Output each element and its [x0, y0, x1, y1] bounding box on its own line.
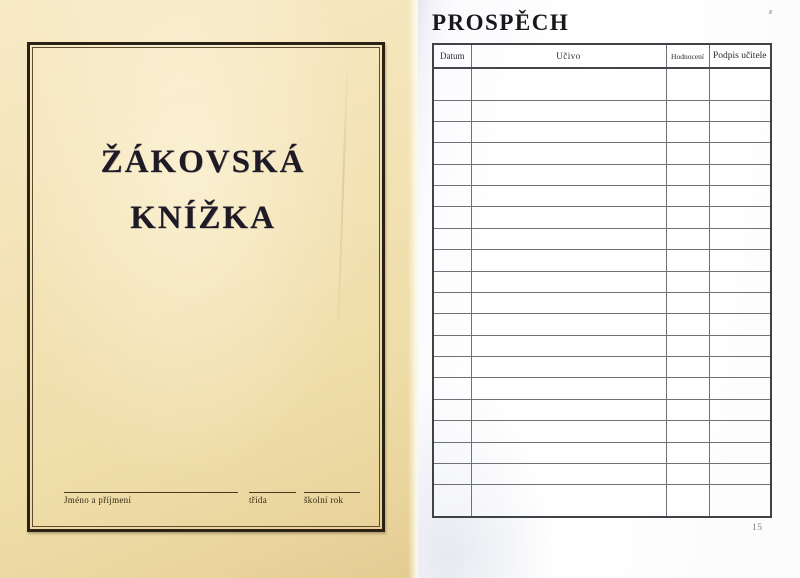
- table-cell: [471, 228, 666, 249]
- column-header-hodnoceni: Hodnocení: [666, 44, 709, 68]
- table-cell: [709, 164, 771, 185]
- table-row: [433, 121, 771, 142]
- table-row: [433, 164, 771, 185]
- cover-border-frame-inner: [32, 47, 380, 527]
- page-title: PROSPĚCH: [432, 10, 570, 35]
- table-cell: [709, 442, 771, 463]
- table-cell: [709, 314, 771, 335]
- scan-speck: [769, 10, 773, 14]
- table-row: [433, 463, 771, 484]
- table-cell: [471, 314, 666, 335]
- table-cell: [709, 121, 771, 142]
- table-cell: [433, 68, 471, 100]
- year-field-line: [304, 492, 360, 493]
- table-cell: [709, 357, 771, 378]
- table-cell: [709, 292, 771, 313]
- table-cell: [471, 421, 666, 442]
- name-field-label: Jméno a příjmení: [64, 495, 132, 505]
- table-cell: [433, 121, 471, 142]
- table-row: [433, 207, 771, 228]
- table-cell: [471, 121, 666, 142]
- column-header-ucivo: Učivo: [471, 44, 666, 68]
- table-cell: [471, 143, 666, 164]
- table-cell: [666, 164, 709, 185]
- table-row: [433, 442, 771, 463]
- table-cell: [666, 143, 709, 164]
- table-cell: [709, 463, 771, 484]
- table-cell: [709, 421, 771, 442]
- table-cell: [471, 186, 666, 207]
- grades-table: [432, 43, 772, 518]
- year-field-label: školní rok: [304, 495, 344, 505]
- table-cell: [471, 68, 666, 100]
- table-cell: [666, 399, 709, 420]
- table-cell: [709, 378, 771, 399]
- table-cell: [666, 121, 709, 142]
- table-cell: [709, 335, 771, 356]
- table-cell: [471, 250, 666, 271]
- table-cell: [666, 292, 709, 313]
- table-cell: [471, 399, 666, 420]
- table-cell: [433, 442, 471, 463]
- table-cell: [666, 314, 709, 335]
- table-row: [433, 250, 771, 271]
- grades-table-body: [433, 68, 771, 517]
- table-cell: [433, 100, 471, 121]
- table-cell: [433, 207, 471, 228]
- table-row: [433, 421, 771, 442]
- class-field-label: třída: [249, 495, 267, 505]
- table-cell: [666, 335, 709, 356]
- table-cell: [666, 378, 709, 399]
- table-cell: [709, 250, 771, 271]
- table-cell: [709, 228, 771, 249]
- table-row: [433, 292, 771, 313]
- table-row: [433, 357, 771, 378]
- table-cell: [666, 250, 709, 271]
- table-cell: [433, 399, 471, 420]
- table-row: [433, 100, 771, 121]
- class-field: [249, 492, 296, 505]
- cover-fields: [33, 48, 379, 526]
- table-row: [433, 378, 771, 399]
- year-field: [304, 492, 360, 505]
- table-cell: [471, 164, 666, 185]
- table-cell: [666, 357, 709, 378]
- table-row: [433, 335, 771, 356]
- table-cell: [471, 335, 666, 356]
- table-cell: [666, 68, 709, 100]
- table-cell: [433, 378, 471, 399]
- table-cell: [709, 485, 771, 517]
- column-header-datum: Datum: [433, 44, 471, 68]
- table-row: [433, 271, 771, 292]
- table-cell: [433, 228, 471, 249]
- table-cell: [433, 485, 471, 517]
- class-field-line: [249, 492, 296, 493]
- table-cell: [471, 271, 666, 292]
- cover-title-line2: KNÍŽKA: [130, 200, 276, 236]
- table-cell: [433, 186, 471, 207]
- table-cell: [471, 207, 666, 228]
- table-cell: [433, 164, 471, 185]
- table-row: [433, 228, 771, 249]
- table-cell: [666, 463, 709, 484]
- table-cell: [666, 271, 709, 292]
- table-cell: [471, 357, 666, 378]
- table-cell: [709, 271, 771, 292]
- table-cell: [471, 292, 666, 313]
- table-cell: [471, 100, 666, 121]
- table-cell: [433, 314, 471, 335]
- table-cell: [709, 100, 771, 121]
- table-cell: [433, 143, 471, 164]
- table-cell: [709, 68, 771, 100]
- table-cell: [433, 250, 471, 271]
- table-cell: [666, 207, 709, 228]
- name-field: [64, 492, 238, 505]
- table-cell: [433, 421, 471, 442]
- table-cell: [666, 442, 709, 463]
- grades-table-header-row: [433, 44, 771, 68]
- table-cell: [471, 463, 666, 484]
- table-row: [433, 399, 771, 420]
- table-cell: [433, 335, 471, 356]
- table-cell: [433, 463, 471, 484]
- table-row: [433, 186, 771, 207]
- page-number: 15: [752, 523, 763, 533]
- grades-table-header: [433, 44, 771, 68]
- column-header-podpis: Podpis učitele: [709, 44, 771, 68]
- table-cell: [709, 399, 771, 420]
- table-cell: [433, 292, 471, 313]
- table-cell: [471, 442, 666, 463]
- table-row: [433, 314, 771, 335]
- table-cell: [471, 485, 666, 517]
- table-row: [433, 143, 771, 164]
- table-cell: [471, 378, 666, 399]
- table-cell: [433, 357, 471, 378]
- table-row: [433, 485, 771, 517]
- table-cell: [666, 186, 709, 207]
- prospech-page: [418, 0, 800, 578]
- table-cell: [666, 421, 709, 442]
- table-cell: [433, 271, 471, 292]
- name-field-line: [64, 492, 238, 493]
- table-cell: [666, 485, 709, 517]
- table-row: [433, 68, 771, 100]
- table-cell: [709, 207, 771, 228]
- table-cell: [666, 228, 709, 249]
- cover-title-line1: ŽÁKOVSKÁ: [100, 144, 306, 180]
- table-cell: [709, 186, 771, 207]
- cover-border-frame: [27, 42, 385, 532]
- table-cell: [666, 100, 709, 121]
- table-cell: [709, 143, 771, 164]
